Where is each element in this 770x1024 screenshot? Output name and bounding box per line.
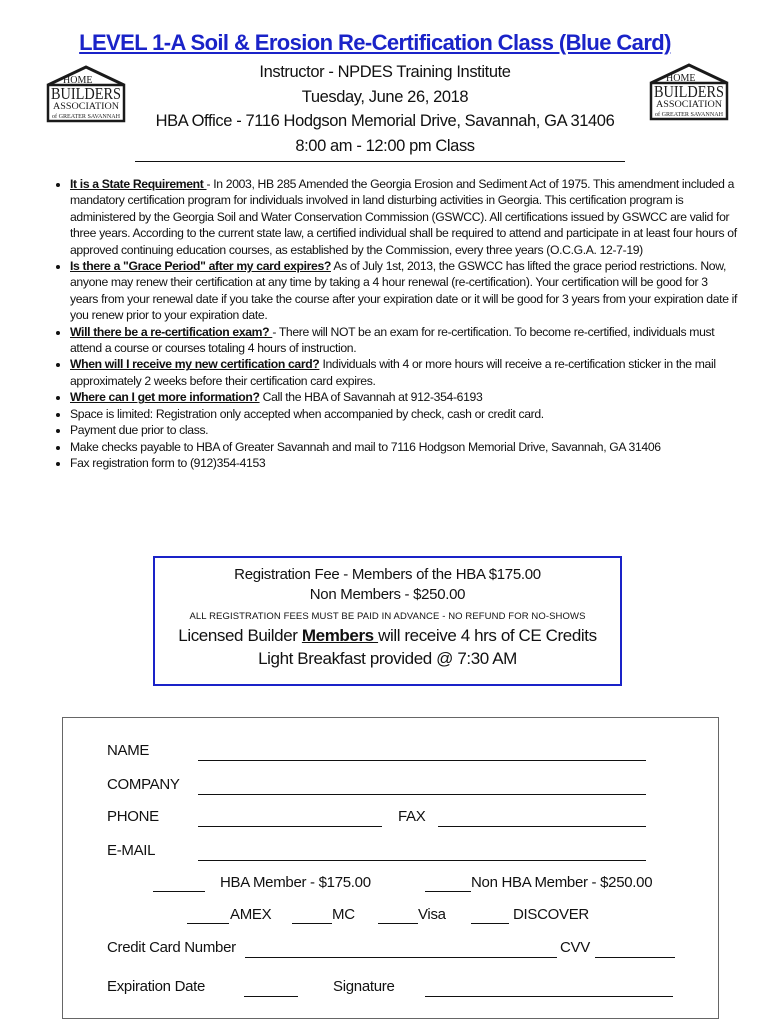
cvv-label: CVV — [560, 939, 590, 956]
visa-checkbox[interactable] — [378, 923, 418, 924]
phone-label: PHONE — [107, 808, 159, 825]
registration-form — [62, 717, 719, 1019]
registration-fee-box — [153, 556, 622, 686]
list-item: • Payment due prior to class. — [70, 422, 738, 438]
info-list — [50, 176, 738, 471]
list-item: • When will I receive my new certification card? Individuals with 4 or more hours will receive a re-certification sticker in the mail approximately 2 weeks before their certification card expires. — [70, 356, 738, 389]
ce-credits-line: Licensed Builder Members will receive 4 hrs of CE Credits — [178, 626, 597, 645]
header-divider — [135, 161, 625, 162]
svg-text:ASSOCIATION: ASSOCIATION — [53, 101, 120, 111]
fax-field[interactable] — [438, 826, 646, 827]
fee-notice: ALL REGISTRATION FEES MUST BE PAID IN ADVANCE - NO REFUND FOR NO-SHOWS — [189, 611, 586, 622]
company-label: COMPANY — [107, 776, 180, 793]
list-item: • Fax registration form to (912)354-4153 — [70, 455, 738, 471]
non-member-fee: Non Members - $250.00 — [309, 586, 466, 603]
list-item: • It is a State Requirement - In 2003, HB 285 Amended the Georgia Erosion and Sediment Act of 1975. This amendment included a mandatory certification program for individuals involved in land disturbing activities in Georgia. This certification program is administered by the Georgia Soil and Water Conservation Commission (GSWCC). All certifications issued by GSWCC are valid for three years. According to the current state law, a certified individual shall be required to attend and participate in at least four hours of approved continuing education courses, as established by the Commission, every three years (O.C.G.A. 12-7-19) — [70, 176, 738, 258]
name-label: NAME — [107, 742, 150, 759]
instructor-line: Instructor - NPDES Training Institute — [259, 63, 511, 81]
svg-text:ASSOCIATION: ASSOCIATION — [656, 99, 723, 109]
mc-label: MC — [332, 906, 355, 923]
hba-member-checkbox[interactable] — [153, 891, 205, 892]
page-title: LEVEL 1-A Soil & Erosion Re-Certification Class (Blue Card) — [79, 30, 671, 55]
svg-text:BUILDERS: BUILDERS — [654, 82, 724, 101]
discover-label: DISCOVER — [513, 906, 589, 923]
cvv-field[interactable] — [595, 957, 675, 958]
expiration-label: Expiration Date — [107, 978, 206, 995]
list-item: • Where can I get more information? Call the HBA of Savannah at 912-354-6193 — [70, 389, 738, 405]
list-item: • Make checks payable to HBA of Greater Savannah and mail to 7116 Hodgson Memorial Drive, Savannah, GA 31406 — [70, 439, 738, 455]
list-item: • Is there a "Grace Period" after my card expires? As of July 1st, 2013, the GSWCC has lifted the grace period restrictions. Now, anyone may renew their certification at any time by taking a 4 hour renewal (re-certification). Your certification will be good for 3 years from your renewal date if you take the course after your expiration date or it will be good for 3 years from your expiration date if you renew prior to your expiration date. — [70, 258, 738, 324]
hba-member-label: HBA Member - $175.00 — [220, 874, 371, 891]
signature-label: Signature — [333, 978, 395, 995]
card-number-label: Credit Card Number — [107, 939, 236, 956]
breakfast-line: Light Breakfast provided @ 7:30 AM — [258, 649, 517, 668]
svg-text:BUILDERS: BUILDERS — [51, 84, 121, 103]
amex-checkbox[interactable] — [187, 923, 229, 924]
expiration-field[interactable] — [244, 996, 298, 997]
location-line: HBA Office - 7116 Hodgson Memorial Drive, Savannah, GA 31406 — [155, 112, 615, 130]
non-hba-member-label: Non HBA Member - $250.00 — [471, 874, 653, 891]
time-line: 8:00 am - 12:00 pm Class — [295, 136, 475, 155]
discover-checkbox[interactable] — [471, 923, 509, 924]
fax-label: FAX — [398, 808, 426, 825]
list-item: • Space is limited: Registration only accepted when accompanied by check, cash or credit card. — [70, 406, 738, 422]
mc-checkbox[interactable] — [292, 923, 332, 924]
list-item: • Will there be a re-certification exam? - There will NOT be an exam for re-certification. To become re-certified, individuals must attend a course or courses totaling 4 hours of instruction. — [70, 324, 738, 357]
date-line: Tuesday, June 26, 2018 — [301, 87, 469, 106]
email-label: E-MAIL — [107, 842, 156, 859]
phone-field[interactable] — [198, 826, 382, 827]
signature-field[interactable] — [425, 996, 673, 997]
company-field[interactable] — [198, 794, 646, 795]
svg-text:HOME: HOME — [666, 73, 696, 84]
member-fee: Registration Fee - Members of the HBA $175.00 — [234, 566, 541, 583]
email-field[interactable] — [198, 860, 646, 861]
amex-label: AMEX — [230, 906, 272, 923]
svg-text:of GREATER SAVANNAH: of GREATER SAVANNAH — [52, 114, 120, 120]
svg-text:of GREATER SAVANNAH: of GREATER SAVANNAH — [655, 112, 723, 118]
non-hba-member-checkbox[interactable] — [425, 891, 471, 892]
name-field[interactable] — [198, 760, 646, 761]
class-details — [0, 60, 770, 158]
visa-label: Visa — [418, 906, 446, 923]
svg-text:HOME: HOME — [63, 75, 93, 86]
card-number-field[interactable] — [245, 957, 557, 958]
